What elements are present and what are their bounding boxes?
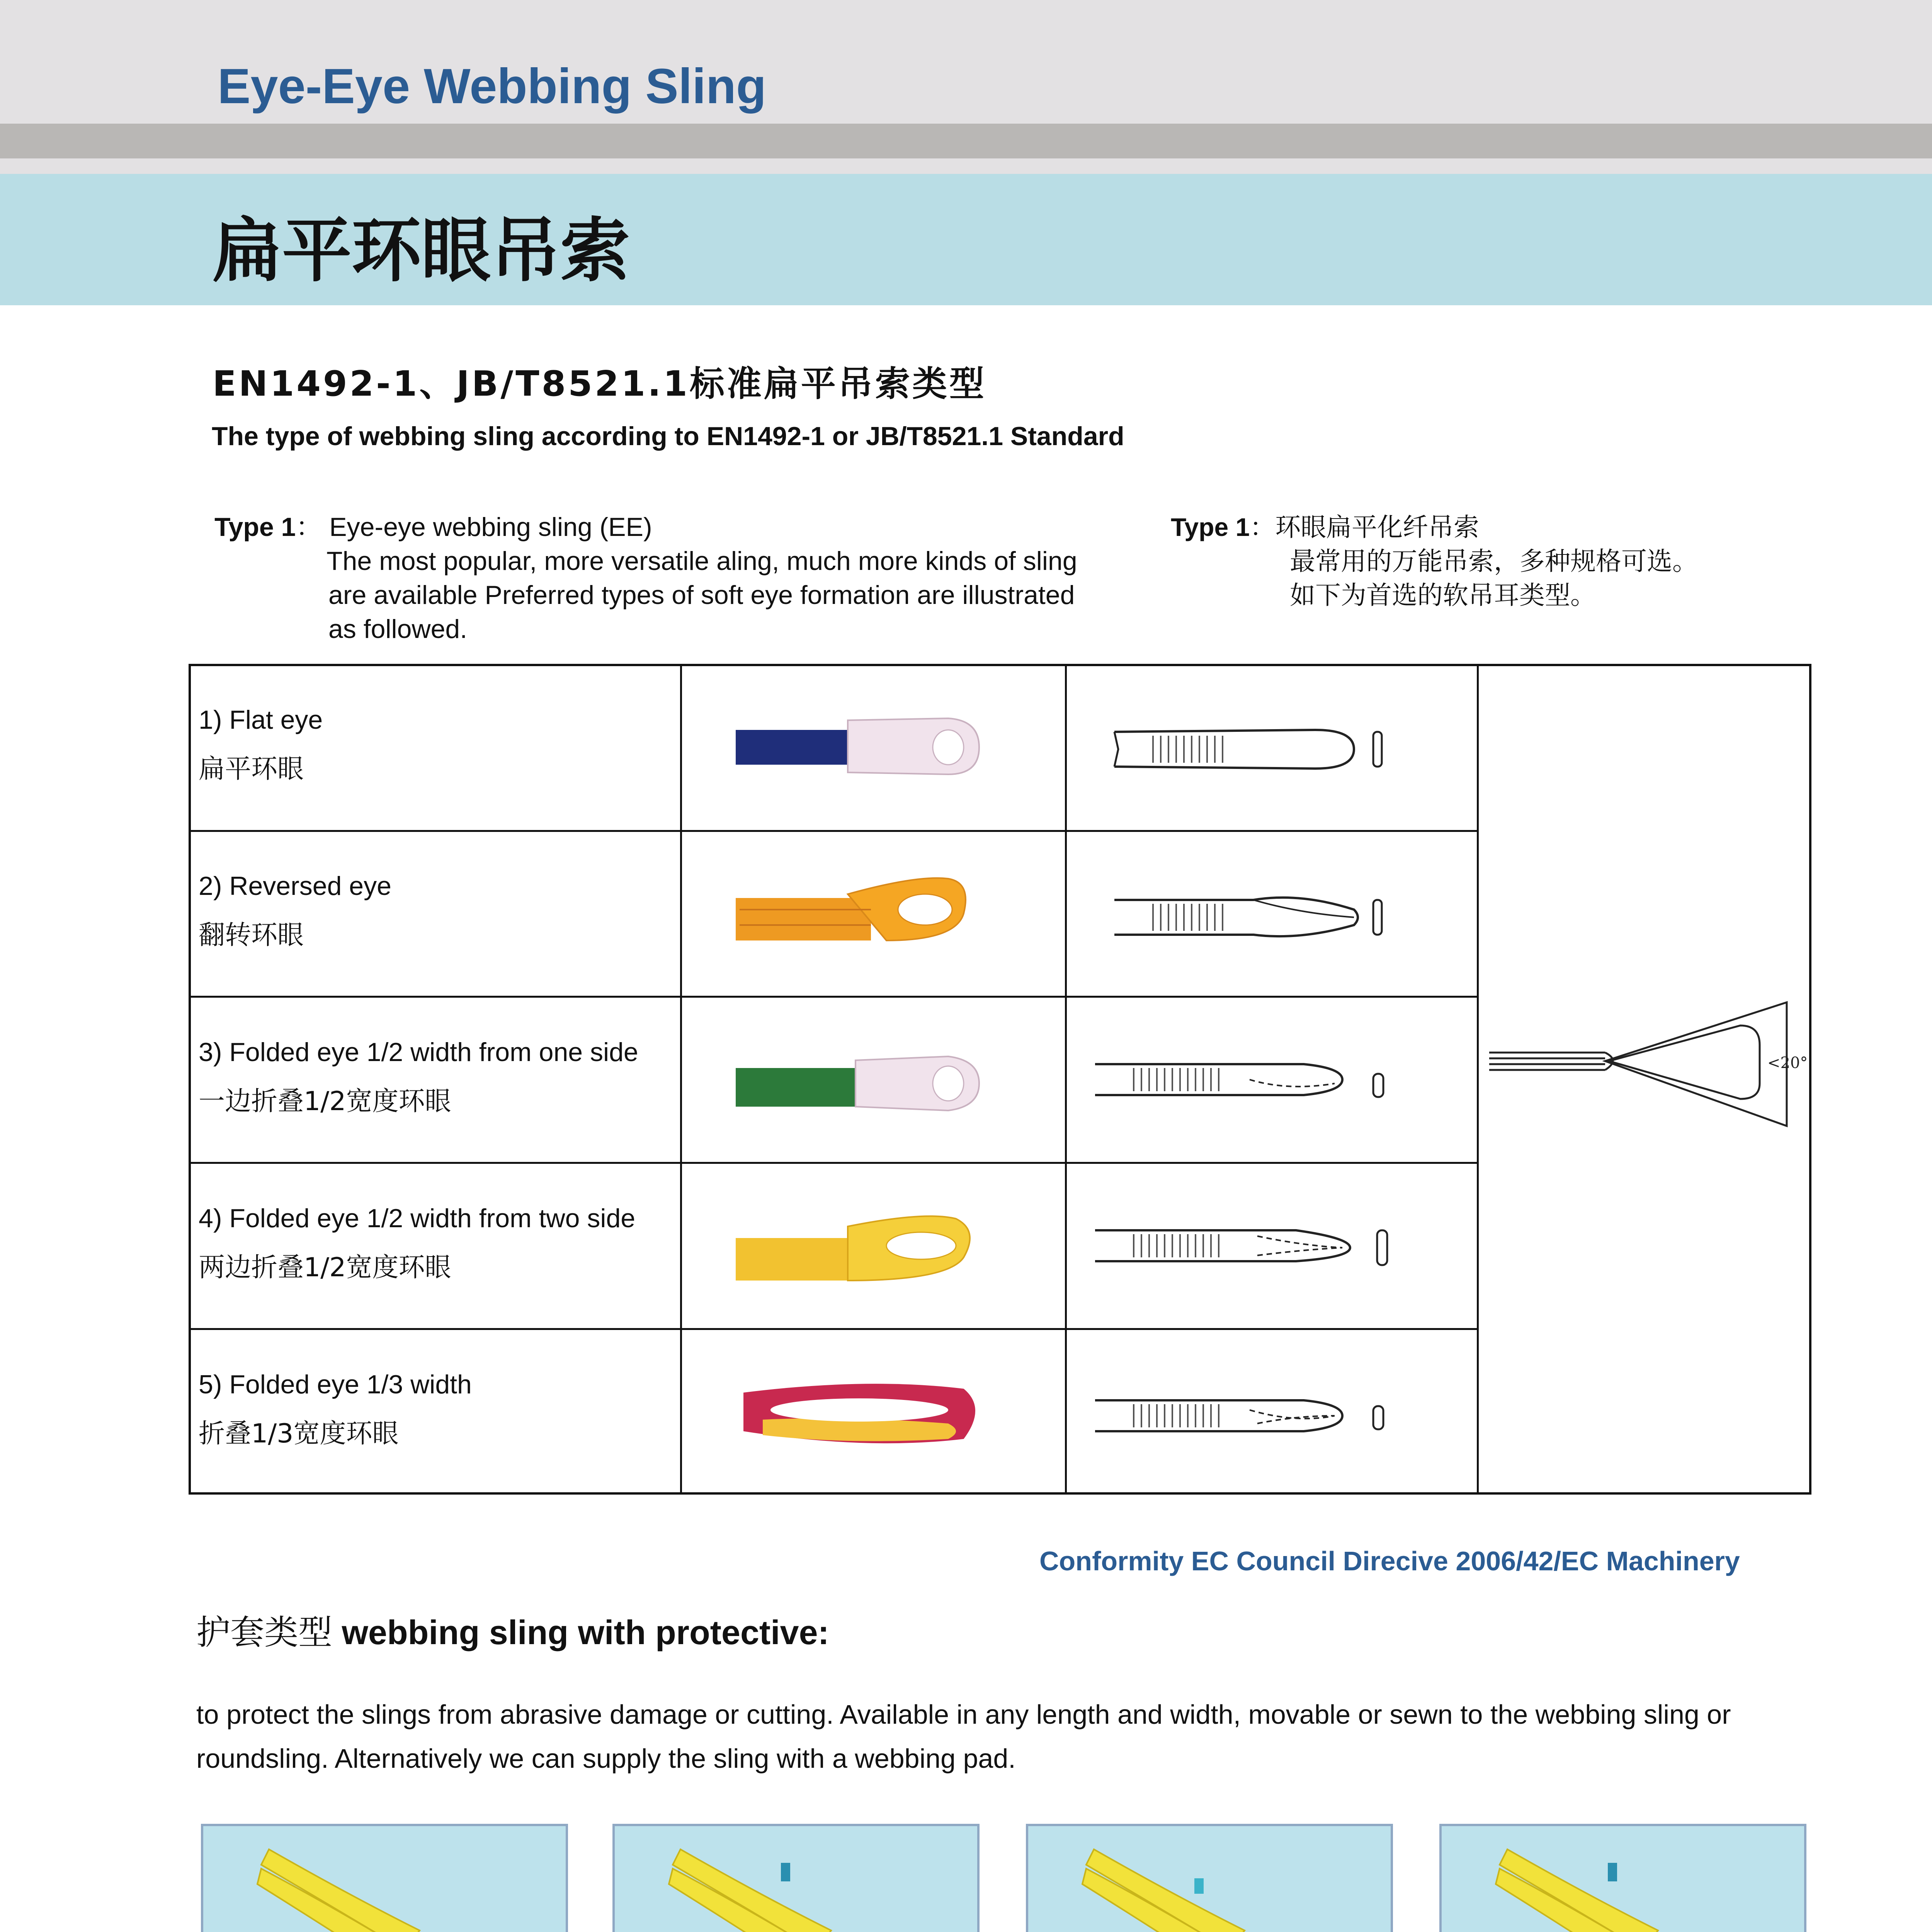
protective-panel-c — [1026, 1824, 1393, 1932]
type-label-cn: Type 1 — [1171, 513, 1250, 541]
conformity-note: Conformity EC Council Direcive 2006/42/EC Machinery — [1039, 1546, 1740, 1576]
type-line: The most popular, more versatile aling, much more kinds of sling — [327, 546, 1077, 576]
eye-type-en: 4) Folded eye 1/2 width from two side — [199, 1204, 636, 1233]
table-row-label — [199, 861, 391, 960]
eye-type-en: 2) Reversed eye — [199, 871, 391, 901]
type-line: are available Preferred types of soft eye formation are illustrated — [328, 580, 1075, 610]
protective-description: to protect the slings from abrasive damage or cutting. Available in any length and width, movable or sewn to the webbing sling or roundsling. Alternatively we can supply the sling with a webbing pad. — [196, 1699, 1731, 1774]
protective-panel-b — [612, 1824, 980, 1932]
type-line: 最常用的万能吊索，多种规格可选。 — [1290, 546, 1698, 576]
eye-type-cn: 扁平环眼 — [199, 754, 304, 784]
table-divider — [1065, 666, 1067, 1493]
flat-eye-drawing — [1107, 705, 1447, 794]
eye-type-en: 3) Folded eye 1/2 width from one side — [199, 1037, 638, 1067]
page-title-cn: 扁平环眼吊索 — [213, 211, 630, 291]
header-divider — [0, 124, 1932, 158]
eye-type-en: 5) Folded eye 1/3 width — [199, 1370, 472, 1399]
flat-eye-photo — [732, 697, 1018, 801]
folded-eye-one-side-drawing — [1087, 1037, 1427, 1126]
eye-type-cn: 折叠1/3宽度环眼 — [199, 1418, 399, 1449]
type-label: Type 1 — [214, 512, 296, 542]
table-divider — [680, 666, 682, 1493]
angle-label: <20° — [1767, 1054, 1808, 1072]
eye-types-table — [189, 664, 1811, 1495]
eye-type-cn: 翻转环眼 — [199, 920, 304, 951]
folded-eye-two-side-drawing — [1087, 1203, 1427, 1292]
type-description-en — [214, 510, 1077, 646]
folded-eye-two-side-photo — [732, 1196, 1018, 1300]
protective-panel-a — [201, 1824, 568, 1932]
eye-type-cn: 一边折叠1/2宽度环眼 — [199, 1086, 451, 1117]
table-row-label — [199, 1027, 638, 1126]
type-line: Eye-eye webbing sling (EE) — [329, 512, 652, 542]
table-row-label — [199, 1360, 472, 1459]
eye-type-cn: 两边折叠1/2宽度环眼 — [199, 1252, 451, 1283]
type-sep: ： — [296, 512, 322, 542]
sling-sleeve-illustration — [1028, 1826, 1391, 1932]
section-subtitle: The type of webbing sling according to EN1492-1 or JB/T8521.1 Standard — [212, 422, 1124, 451]
protective-heading-en: webbing sling with protective: — [342, 1613, 829, 1651]
protective-heading-cn: 护套类型 — [196, 1612, 333, 1652]
folded-eye-one-third-photo — [732, 1362, 1018, 1466]
folded-eye-one-third-drawing — [1087, 1373, 1427, 1462]
table-divider — [191, 1162, 1477, 1164]
sling-sleeve-illustration — [615, 1826, 977, 1932]
sling-sleeve-illustration — [1442, 1826, 1804, 1932]
eye-angle-diagram — [1481, 995, 1814, 1134]
reversed-eye-photo — [732, 863, 1018, 968]
type-description-cn — [1171, 510, 1698, 612]
table-row-label — [199, 695, 323, 794]
table-divider — [191, 996, 1477, 998]
reversed-eye-drawing — [1107, 871, 1447, 960]
folded-eye-one-side-photo — [732, 1029, 1018, 1134]
page-title-en: Eye-Eye Webbing Sling — [218, 59, 767, 114]
table-divider — [191, 830, 1477, 832]
type-line: 如下为首选的软吊耳类型。 — [1290, 580, 1596, 610]
table-divider — [1477, 666, 1479, 1493]
table-divider — [191, 1328, 1477, 1330]
sling-sleeve-illustration — [203, 1826, 566, 1932]
type-sep: ： — [1250, 512, 1276, 542]
section-title: EN1492-1、JB/T8521.1标准扁平吊索类型 — [213, 364, 986, 404]
protective-heading — [196, 1605, 829, 1654]
protective-panel-d — [1439, 1824, 1806, 1932]
header-divider-thin — [0, 158, 1932, 174]
eye-type-en: 1) Flat eye — [199, 705, 323, 735]
table-row-label — [199, 1194, 635, 1293]
type-line: 环眼扁平化纤吊索 — [1275, 512, 1480, 542]
type-line: as followed. — [328, 614, 468, 644]
